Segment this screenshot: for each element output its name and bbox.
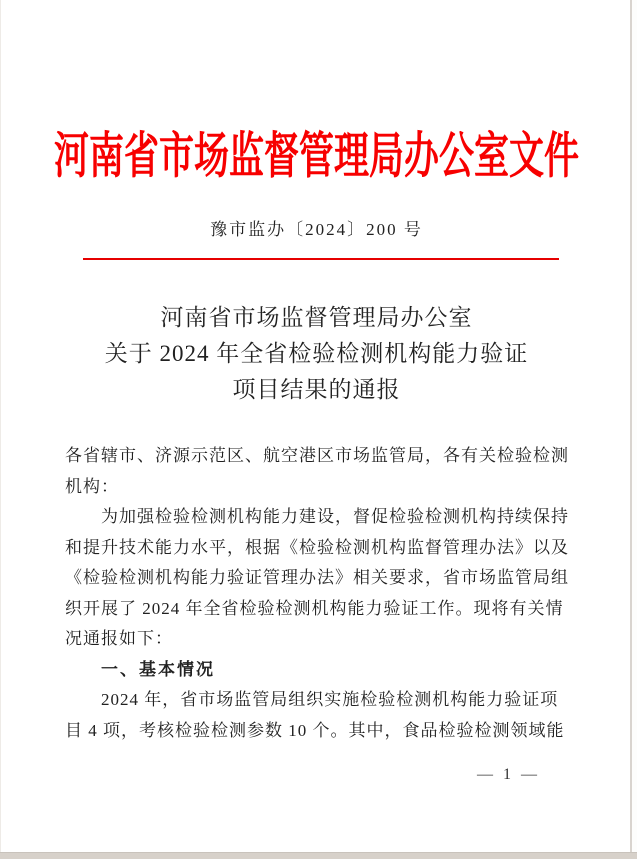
section-heading: 一、基本情况 xyxy=(101,659,215,679)
body-line: 目 4 项，考核检验检测参数 10 个。其中，食品检验检测领域能 xyxy=(65,720,565,740)
title-line-3: 项目结果的通报 xyxy=(232,377,401,402)
title-line-2: 关于 2024 年全省检验检测机构能力验证 xyxy=(104,341,529,366)
scan-edge-bottom xyxy=(0,852,637,859)
salutation-line: 各省辖市、济源示范区、航空港区市场监管局，各有关检验检测 xyxy=(65,446,569,465)
org-banner-title: 河南省市场监督管理局办公室文件 xyxy=(53,128,579,184)
body-line: 况通报如下： xyxy=(65,629,173,648)
body-line: 2024 年，省市场监管局组织实施检验检测机构能力验证项 xyxy=(101,690,559,709)
page-number: — 1 — xyxy=(477,766,540,783)
body-line: 为加强检验检测机构能力建设，督促检验检测机构持续保持 xyxy=(101,507,569,526)
document-number: 豫市监办〔2024〕200 号 xyxy=(210,220,423,239)
document-title xyxy=(1,300,632,408)
title-line-1: 河南省市场监督管理局办公室 xyxy=(160,305,473,330)
body-line: 织开展了 2024 年全省检验检测机构能力验证工作。现将有关情 xyxy=(65,598,564,618)
red-divider-line xyxy=(83,258,559,260)
scan-edge-right xyxy=(630,0,632,853)
body-line: 和提升技术能力水平，根据《检验检测机构监督管理办法》以及 xyxy=(65,537,569,557)
salutation-line: 机构： xyxy=(65,476,119,496)
document-body xyxy=(65,441,574,746)
body-line: 《检验检测机构能力验证管理办法》相关要求，省市场监管局组 xyxy=(65,568,569,587)
